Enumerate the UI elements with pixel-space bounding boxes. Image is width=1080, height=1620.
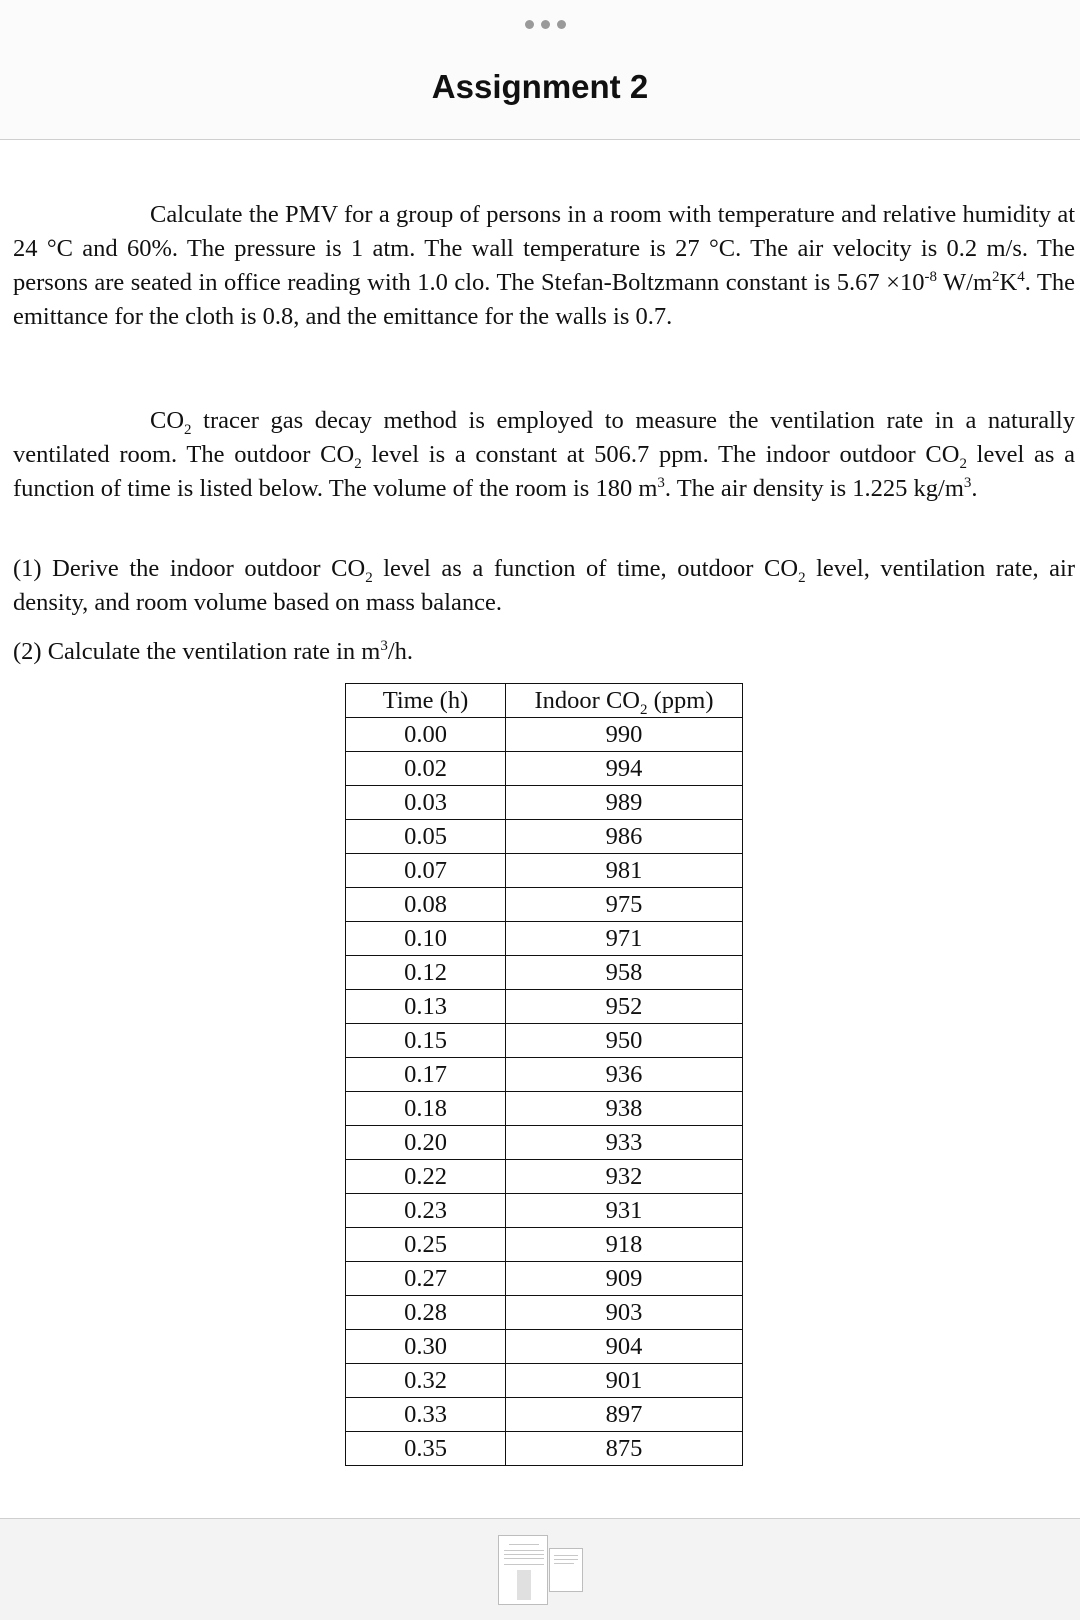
co2-cell: 989 (506, 786, 743, 820)
table-row (346, 888, 743, 922)
table-row (346, 854, 743, 888)
co2-cell: 994 (506, 752, 743, 786)
co2-cell: 875 (506, 1432, 743, 1466)
table-row (346, 1092, 743, 1126)
time-cell: 0.23 (346, 1194, 506, 1228)
table-row (346, 1194, 743, 1228)
co2-cell: 901 (506, 1364, 743, 1398)
time-cell: 0.08 (346, 888, 506, 922)
time-cell: 0.03 (346, 786, 506, 820)
table-row (346, 956, 743, 990)
problem-2-text: $CO_2$ tracer gas decay method is employed to measure the ventilation rate in a naturally ventilated room. The outdoor $CO_2$ level is a constant at 506.7 ppm. The indoor outdoor $CO_2$ level as a function of time is listed below. The volume of the room is 180 $m^3$. The air density is 1.225 $kg/m^3$. (13, 407, 1076, 502)
table-row (346, 820, 743, 854)
co2-cell: 981 (506, 854, 743, 888)
table-row (346, 1024, 743, 1058)
co2-cell: 986 (506, 820, 743, 854)
page-thumbnail-1[interactable] (498, 1535, 548, 1605)
co2-cell: 918 (506, 1228, 743, 1262)
table-row (346, 1126, 743, 1160)
co2-cell: 952 (506, 990, 743, 1024)
co2-cell: 950 (506, 1024, 743, 1058)
table-row (346, 1364, 743, 1398)
co2-cell: 897 (506, 1398, 743, 1432)
time-cell: 0.13 (346, 990, 506, 1024)
table-row (346, 1432, 743, 1466)
co2-cell: 938 (506, 1092, 743, 1126)
time-cell: 0.28 (346, 1296, 506, 1330)
table-header-row (346, 684, 743, 718)
co2-cell: 931 (506, 1194, 743, 1228)
problem-1-text: Calculate the PMV for a group of persons in a room with temperature and relative humidity at 24 °C and 60%. The pressure is 1 atm. The wall temperature is 27 °C. The air velocity is 0.2 m/s. The persons are seated in office reading with 1.0 clo. The Stefan-Boltzmann constant is $5.67 \times 10^{-8}$ $W/m^2K^4$. The emittance for the cloth is 0.8, and the emittance for the walls is 0.7. (13, 201, 1076, 330)
time-cell: 0.15 (346, 1024, 506, 1058)
co2-cell: 975 (506, 888, 743, 922)
table-row (346, 1262, 743, 1296)
time-cell: 0.27 (346, 1262, 506, 1296)
co2-cell: 933 (506, 1126, 743, 1160)
table-row (346, 922, 743, 956)
time-cell: 0.33 (346, 1398, 506, 1432)
co2-cell: 909 (506, 1262, 743, 1296)
co2-cell: 932 (506, 1160, 743, 1194)
co2-cell: 971 (506, 922, 743, 956)
time-cell: 0.02 (346, 752, 506, 786)
co2-cell: 958 (506, 956, 743, 990)
table-row (346, 786, 743, 820)
time-cell: 0.32 (346, 1364, 506, 1398)
table-row (346, 752, 743, 786)
time-cell: 0.10 (346, 922, 506, 956)
page-title: Assignment 2 (431, 68, 649, 105)
table-row (346, 1296, 743, 1330)
header-co2: Indoor $CO_2$ (ppm) (506, 684, 743, 718)
time-cell: 0.00 (346, 718, 506, 752)
co2-data-table (345, 683, 743, 1466)
question-1: (1) Derive the indoor outdoor $CO_2$ level as a function of time, outdoor $CO_2$ level, ventilation rate, air density, and room volume based on mass balance. (13, 555, 1076, 616)
time-cell: 0.30 (346, 1330, 506, 1364)
page-thumbnail-2[interactable] (549, 1548, 583, 1592)
header-time: Time (h) (346, 684, 506, 718)
table-row (346, 1160, 743, 1194)
time-cell: 0.20 (346, 1126, 506, 1160)
time-cell: 0.17 (346, 1058, 506, 1092)
table-row (346, 718, 743, 752)
time-cell: 0.22 (346, 1160, 506, 1194)
table-row (346, 990, 743, 1024)
co2-cell: 903 (506, 1296, 743, 1330)
table-row (346, 1398, 743, 1432)
table-row (346, 1228, 743, 1262)
time-cell: 0.18 (346, 1092, 506, 1126)
top-toolbar (0, 0, 1080, 140)
question-2: (2) Calculate the ventilation rate in $m^3/h$. (13, 637, 414, 665)
table-row (346, 1330, 743, 1364)
table-row (346, 1058, 743, 1092)
co2-cell: 990 (506, 718, 743, 752)
time-cell: 0.35 (346, 1432, 506, 1466)
co2-cell: 904 (506, 1330, 743, 1364)
time-cell: 0.05 (346, 820, 506, 854)
time-cell: 0.12 (346, 956, 506, 990)
more-options-icon[interactable] (525, 20, 566, 29)
time-cell: 0.07 (346, 854, 506, 888)
time-cell: 0.25 (346, 1228, 506, 1262)
co2-cell: 936 (506, 1058, 743, 1092)
